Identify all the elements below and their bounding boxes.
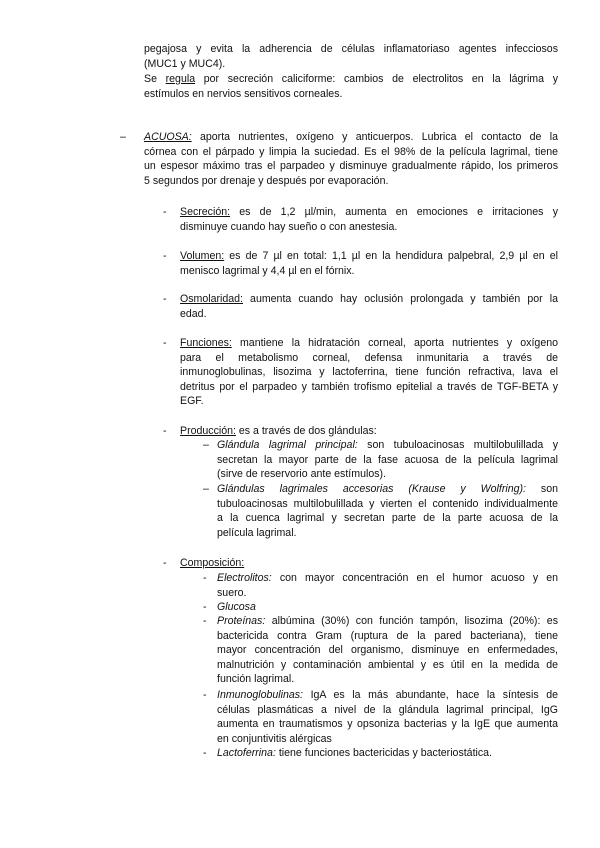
sublist-dash: -	[203, 689, 207, 701]
sublist-dash: –	[203, 483, 209, 495]
acuosa-bullet: –	[120, 131, 126, 143]
text-line	[217, 482, 558, 497]
volumen-label: Volumen:	[180, 250, 225, 262]
text-fragment: son tubuloacinosas multilobulillada y	[357, 439, 558, 451]
inmunoglobulinas-item	[217, 688, 558, 746]
text-line: 5 segundos por drenaje y después por evaporación.	[144, 174, 389, 187]
text-line: células plasmáticas a nivel de la glándula lagrimal principal, IgG	[217, 703, 558, 716]
sublist-dash: -	[203, 601, 207, 613]
list-dash: -	[163, 206, 167, 218]
sublist-dash: -	[203, 572, 207, 584]
volumen-item	[180, 249, 558, 278]
text-line: malnutrición y contaminación ambiental y es útil en la medida de	[217, 658, 558, 671]
text-line: para el metabolismo corneal, defensa inmunitaria a través de	[180, 351, 558, 364]
text-fragment: IgA es la más abundante, hace la síntesis de	[303, 689, 558, 701]
text-line	[180, 424, 558, 439]
text-fragment: es a través de dos glándulas:	[235, 425, 377, 437]
text-fragment: tiene funciones bactericidas y bacteriostática.	[275, 747, 493, 759]
list-dash: -	[163, 337, 167, 349]
glandulas-accesorias-item	[217, 482, 558, 540]
text-line: un espesor máximo tras el parpadeo y disminuye gradualmente rápido, los primeros	[144, 160, 558, 172]
text-line	[217, 571, 558, 586]
acuosa-title: ACUOSA:	[144, 131, 192, 143]
sublist-dash: -	[203, 747, 207, 759]
list-dash: -	[163, 557, 167, 569]
text-fragment: Se	[144, 73, 166, 85]
text-fragment: con mayor concentración en el humor acuoso y en	[271, 572, 558, 584]
composicion-item	[180, 556, 558, 571]
text-fragment: aumenta cuando hay oclusión prolongada y también por la	[243, 293, 558, 305]
text-fragment: por secreción caliciforme: cambios de electrolitos en la lágrima y	[195, 73, 558, 85]
glucosa-item	[217, 600, 558, 615]
text-fragment: mantiene la hidratación corneal, aporta nutrientes y oxígeno	[231, 337, 558, 349]
proteinas-item	[217, 614, 558, 687]
text-line: bactericida contra Gram (ruptura de la pared bacteriana), tiene	[217, 629, 558, 642]
text-line: EGF.	[180, 395, 204, 407]
text-line: córnea con el párpado y limpia la suciedad. Es el 98% de la película lagrimal, tiene	[144, 145, 558, 158]
lactoferrina-term: Lactoferrina:	[217, 747, 276, 759]
text-line	[217, 746, 558, 761]
osmolaridad-label: Osmolaridad:	[180, 293, 243, 305]
text-line	[217, 688, 558, 703]
text-fragment: son	[525, 483, 558, 495]
text-line: detritus por el parpadeo y también trofismo epitelial a través de TGF-BETA y	[180, 380, 558, 393]
glucosa-term: Glucosa	[217, 601, 256, 613]
lactoferrina-item	[217, 746, 558, 761]
text-line	[180, 292, 558, 307]
text-line	[217, 614, 558, 629]
proteinas-term: Proteínas:	[217, 615, 266, 627]
text-line: suero.	[217, 586, 247, 599]
text-line: estímulos en nervios sensitivos corneales.	[144, 87, 343, 100]
composicion-label: Composición:	[180, 557, 245, 569]
funciones-label: Funciones:	[180, 337, 232, 349]
text-fragment: albúmina (30%) con función tampón, lisozima (20%): es	[265, 615, 558, 627]
regula-term: regula	[165, 73, 196, 85]
intro-paragraph-2	[144, 72, 558, 101]
text-line: (MUC1 y MUC4).	[144, 57, 226, 70]
text-line: menisco lagrimal y 4,4 µl en el fórnix.	[180, 264, 355, 277]
text-line	[144, 130, 558, 145]
text-fragment: es de 1,2 µl/min, aumenta en emociones e irritaciones y	[230, 206, 558, 218]
text-line: pegajosa y evita la adherencia de células inflamatoriaso agentes infecciosos	[144, 43, 558, 55]
text-fragment: aporta nutrientes, oxígeno y anticuerpos. Lubrica el contacto de la	[191, 131, 558, 143]
sublist-dash: –	[203, 439, 209, 451]
list-dash: -	[163, 293, 167, 305]
text-line	[180, 205, 558, 220]
intro-paragraph-1	[144, 42, 558, 71]
text-line	[217, 438, 558, 453]
text-line: (sirve de reservorio ante estímulos).	[217, 468, 386, 480]
glandula-principal-term: Glándula lagrimal principal:	[217, 439, 358, 451]
text-line: película lagrimal.	[217, 526, 297, 539]
glandulas-accesorias-term: Glándulas lagrimales accesorias (Krause y Wolfring):	[217, 483, 526, 495]
text-line	[180, 249, 558, 264]
list-dash: -	[163, 250, 167, 262]
text-line: inmunoglobulinas, lisozima y lactoferrina, tiene función refractiva, lava el	[180, 366, 558, 378]
osmolaridad-item	[180, 292, 558, 321]
secrecion-label: Secreción:	[180, 206, 231, 218]
funciones-item	[180, 336, 558, 409]
text-line: tubuloacinosas multilobulillada y vierten el contenido individualmente	[217, 497, 558, 510]
electrolitos-item	[217, 571, 558, 600]
text-line: función lagrimal.	[217, 673, 295, 685]
text-line: disminuye cuando hay sueño o con anestesia.	[180, 220, 398, 233]
inmunoglobulinas-term: Inmunoglobulinas:	[217, 689, 303, 701]
text-fragment: es de 7 µl en total: 1,1 µl en la hendidura palpebral, 2,9 µl en el	[224, 250, 558, 262]
text-line: secretan la mayor parte de la fase acuosa de la película lagrimal	[217, 453, 558, 466]
acuosa-paragraph	[144, 130, 558, 188]
secrecion-item	[180, 205, 558, 234]
produccion-item	[180, 424, 558, 439]
text-line: a la cuenca lagrimal y secretan parte de la parte acuosa de la	[217, 512, 558, 524]
glandula-principal-item	[217, 438, 558, 482]
text-line: mayor concentración del organismo, disminuye en enfermedades,	[217, 644, 558, 656]
text-line	[144, 72, 558, 87]
text-line	[180, 336, 558, 351]
list-dash: -	[163, 425, 167, 437]
text-line: en conjuntivitis alérgicas	[217, 732, 332, 745]
text-line: aumenta en traumatismos y opsoniza bacterias y la IgE que aumenta	[217, 718, 558, 730]
electrolitos-term: Electrolitos:	[217, 572, 272, 584]
sublist-dash: -	[203, 615, 207, 627]
text-line: edad.	[180, 307, 207, 320]
produccion-label: Producción:	[180, 425, 236, 437]
